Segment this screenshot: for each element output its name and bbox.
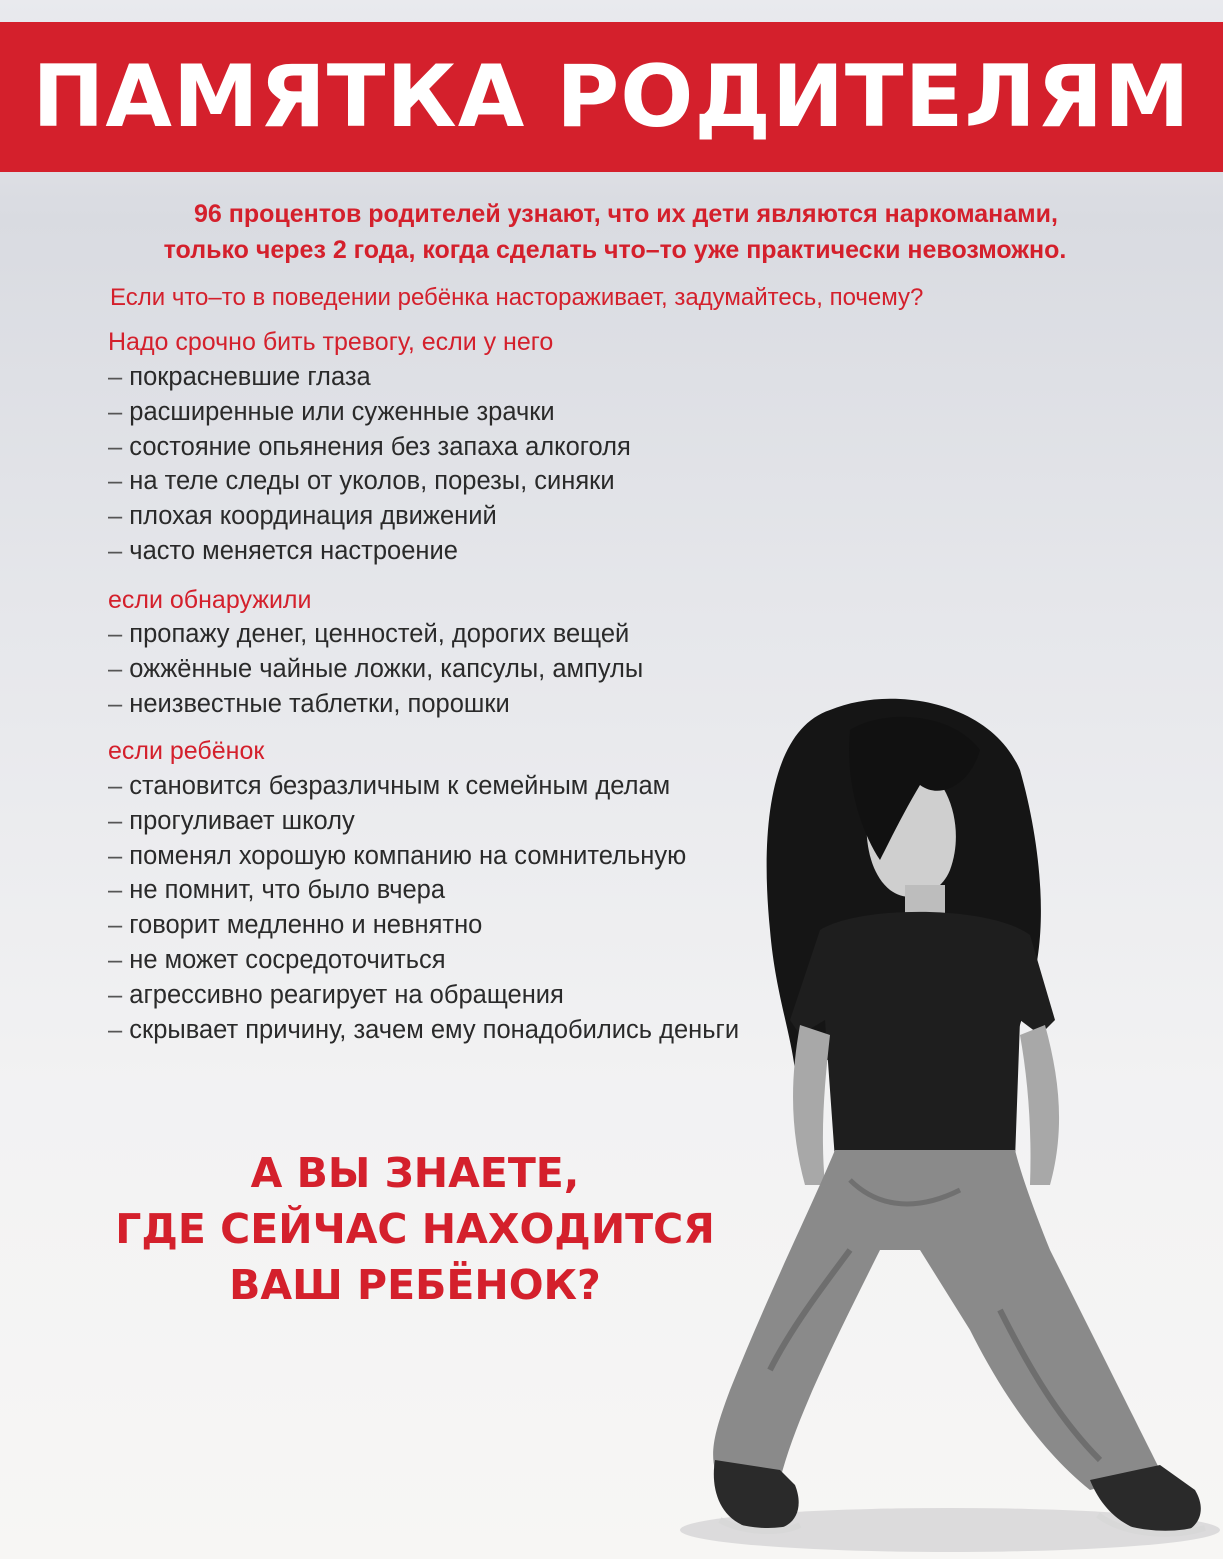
page-title: ПАМЯТКА РОДИТЕЛЯМ (32, 47, 1191, 147)
header-banner (0, 22, 1223, 172)
list-item: – неизвестные таблетки, порошки (108, 687, 643, 722)
lead-line-2: только через 2 года, когда сделать что–то уже практически невозможно. (163, 236, 1067, 264)
list-item: – становится безразличным к семейным делам (108, 769, 790, 804)
list-item: – расширенные или суженные зрачки (108, 395, 631, 430)
lead-statement (60, 196, 1170, 268)
cta-line-1: А ВЫ ЗНАЕТЕ, (250, 1149, 580, 1197)
cta-line-3: ВАШ РЕБЁНОК? (229, 1261, 601, 1309)
section-title-behavior: если ребёнок (108, 737, 265, 765)
list-item: – часто меняется настроение (108, 534, 631, 569)
section-title-found: если обнаружили (108, 586, 312, 614)
list-item: – прогуливает школу (108, 804, 790, 839)
list-item: – покрасневшие глаза (108, 360, 631, 395)
list-item: – состояние опьянения без запаха алкоголя (108, 430, 631, 465)
list-item: – поменял хорошую компанию на сомнительную (108, 839, 790, 874)
question-text: Если что–то в поведении ребёнка настораживает, задумайтесь, почему? (110, 284, 924, 311)
list-item: – плохая координация движений (108, 499, 631, 534)
list-item: – говорит медленно и невнятно (108, 908, 790, 943)
lead-line-1: 96 процентов родителей узнают, что их дети являются наркоманами, (194, 200, 1058, 228)
cta-line-2: ГДЕ СЕЙЧАС НАХОДИТСЯ (115, 1205, 715, 1253)
list-item: – ожжённые чайные ложки, капсулы, ампулы (108, 652, 643, 687)
symptoms-list (108, 360, 631, 569)
list-item: – на теле следы от уколов, порезы, синяки (108, 464, 631, 499)
list-item: – скрывает причину, зачем ему понадобились деньги (108, 1013, 790, 1048)
list-item: – не может сосредоточиться (108, 943, 790, 978)
list-item: – агрессивно реагирует на обращения (108, 978, 790, 1013)
found-items-list (108, 617, 643, 721)
list-item: – не помнит, что было вчера (108, 873, 790, 908)
teen-girl-illustration (620, 690, 1223, 1559)
section-title-symptoms: Надо срочно бить тревогу, если у него (108, 328, 554, 356)
list-item: – пропажу денег, ценностей, дорогих вещей (108, 617, 643, 652)
